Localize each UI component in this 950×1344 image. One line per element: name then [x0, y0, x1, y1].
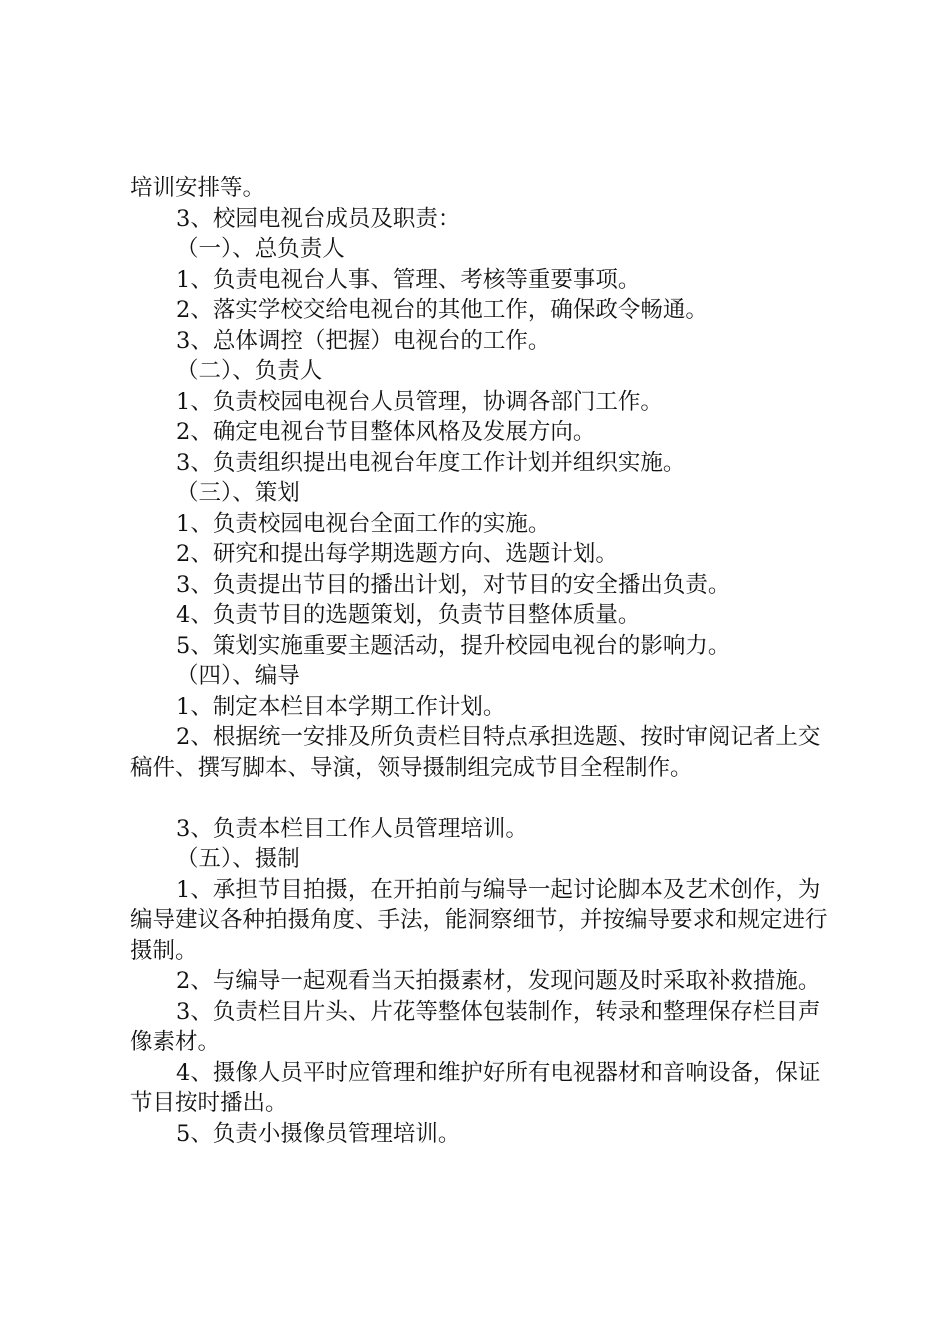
list-item: 3、负责栏目片头、片花等整体包装制作，转录和整理保存栏目声像素材。: [130, 998, 821, 1055]
list-item: 3、负责提出节目的播出计划，对节目的安全播出负责。: [176, 571, 731, 598]
list-item: 2、落实学校交给电视台的其他工作，确保政令畅通。: [176, 297, 708, 323]
list-item: 1、负责电视台人事、管理、考核等重要事项。: [176, 266, 641, 293]
section-heading-members-duties: 3、校园电视台成员及职责：: [176, 205, 461, 232]
list-item: 1、承担节目拍摄，在开拍前与编导一起讨论脚本及艺术创作，为编导建议各种拍摄角度、手法，能洞察细节，并按编导要求和规定进行摄制。: [130, 876, 828, 964]
list-item: 3、总体调控（把握）电视台的工作。: [176, 327, 551, 354]
subheading-head: （二）、负责人: [176, 358, 323, 384]
list-item: 3、负责组织提出电视台年度工作计划并组织实施。: [176, 449, 686, 476]
list-item: 5、负责小摄像员管理培训。: [176, 1120, 461, 1147]
paragraph-continuation: 培训安排等。: [130, 175, 266, 201]
list-item: 1、负责校园电视台人员管理，协调各部门工作。: [176, 388, 663, 415]
list-item: 3、负责本栏目工作人员管理培训。: [176, 815, 528, 842]
document-body: [130, 173, 830, 1149]
list-item: 5、策划实施重要主题活动，提升校园电视台的影响力。: [176, 632, 731, 659]
list-item: 2、确定电视台节目整体风格及发展方向。: [176, 419, 596, 445]
subheading-director: （四）、编导: [176, 663, 300, 689]
subheading-general-head: （一）、总负责人: [176, 236, 345, 262]
subheading-planning: （三）、策划: [176, 480, 300, 506]
list-item: 1、制定本栏目本学期工作计划。: [176, 693, 506, 720]
list-item: 4、摄像人员平时应管理和维护好所有电视器材和音响设备，保证节目按时播出。: [130, 1059, 821, 1116]
list-item: 1、负责校园电视台全面工作的实施。: [176, 510, 551, 537]
list-item: 2、与编导一起观看当天拍摄素材，发现问题及时采取补救措施。: [176, 968, 821, 994]
blank-line: [130, 783, 830, 814]
list-item: 2、根据统一安排及所负责栏目特点承担选题、按时审阅记者上交稿件、撰写脚本、导演，领导摄制组完成节目全程制作。: [130, 724, 821, 781]
subheading-filming: （五）、摄制: [176, 846, 300, 872]
list-item: 4、负责节目的选题策划，负责节目整体质量。: [176, 602, 641, 628]
list-item: 2、研究和提出每学期选题方向、选题计划。: [176, 541, 618, 567]
